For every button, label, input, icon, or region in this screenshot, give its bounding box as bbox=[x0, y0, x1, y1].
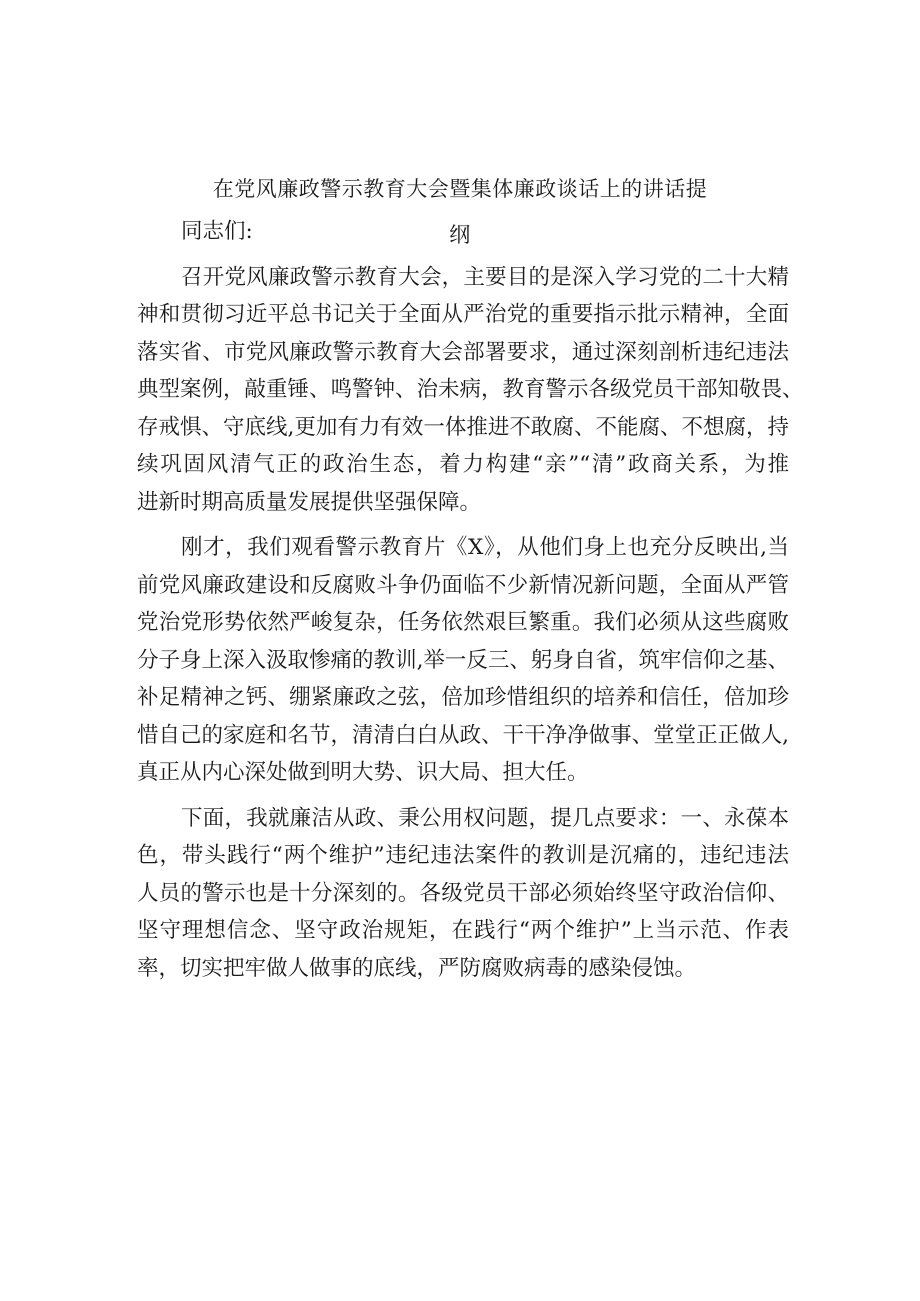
paragraph-line: 存戒惧、守底线,更加有力有效一体推进不敢腐、不能腐、不想腐，持 bbox=[137, 414, 789, 440]
paragraph-line: 召开党风廉政警示教育大会，主要目的是深入学习党的二十大精 bbox=[181, 264, 789, 290]
paragraph-line: 惜自己的家庭和名节，清清白白从政、干干净净做事、堂堂正正做人, bbox=[137, 722, 789, 748]
paragraph-line: 神和贯彻习近平总书记关于全面从严治党的重要指示批示精神，全面 bbox=[137, 302, 789, 327]
salutation: 同志们: bbox=[181, 219, 253, 244]
paragraph-line: 党治党形势依然严峻复杂，任务依然艰巨繁重。我们必须从这些腐败 bbox=[137, 610, 789, 635]
paragraph-line: 率，切实把牢做人做事的底线，严防腐败病毒的感染侵蚀。 bbox=[137, 955, 697, 981]
paragraph-line: 进新时期高质量发展提供坚强保障。 bbox=[137, 489, 482, 515]
title-line: 纲 bbox=[449, 223, 471, 247]
paragraph-line: 前党风廉政建设和反腐败斗争仍面临不少新情况新问题，全面从严管 bbox=[137, 572, 789, 598]
document-body bbox=[137, 213, 804, 987]
paragraph-line: 坚守理想信念、坚守政治规矩，在践行“两个维护”上当示范、作表 bbox=[137, 918, 789, 943]
paragraph-line: 落实省、市党风廉政警示教育大会部署要求，通过深刻剖析违纪违法 bbox=[137, 339, 789, 365]
paragraph-1 bbox=[137, 259, 804, 522]
paragraph-line: 真正从内心深处做到明大势、识大局、担大任。 bbox=[137, 760, 589, 785]
paragraph-3 bbox=[137, 800, 789, 988]
paragraph-line: 续巩固风清气正的政治生态，着力构建“亲”“清”政商关系，为推 bbox=[137, 452, 789, 477]
paragraph-2 bbox=[137, 529, 789, 792]
paragraph-line: 分子身上深入汲取惨痛的教训,举一反三、躬身自省，筑牢信仰之基、 bbox=[137, 647, 789, 673]
paragraph-line: 下面，我就廉洁从政、秉公用权问题，提几点要求：一、永葆本 bbox=[181, 805, 789, 831]
paragraph-line: 典型案例，敲重锤、鸣警钟、治未病，教育警示各级党员干部知敬畏、 bbox=[137, 377, 804, 402]
paragraph-line: 人员的警示也是十分深刻的。各级党员干部必须始终坚守政治信仰、 bbox=[137, 880, 789, 906]
paragraph-line: 刚才，我们观看警示教育片《X》，从他们身上也充分反映出,当 bbox=[181, 535, 789, 560]
paragraph-line: 补足精神之钙、绷紧廉政之弦，倍加珍惜组织的培养和信任，倍加珍 bbox=[137, 685, 789, 710]
title-line: 在党风廉政警示教育大会暨集体廉政谈话上的讲话提 bbox=[212, 177, 708, 201]
paragraph-line: 色，带头践行“两个维护”违纪违法案件的教训是沉痛的，违纪违法 bbox=[137, 843, 789, 868]
